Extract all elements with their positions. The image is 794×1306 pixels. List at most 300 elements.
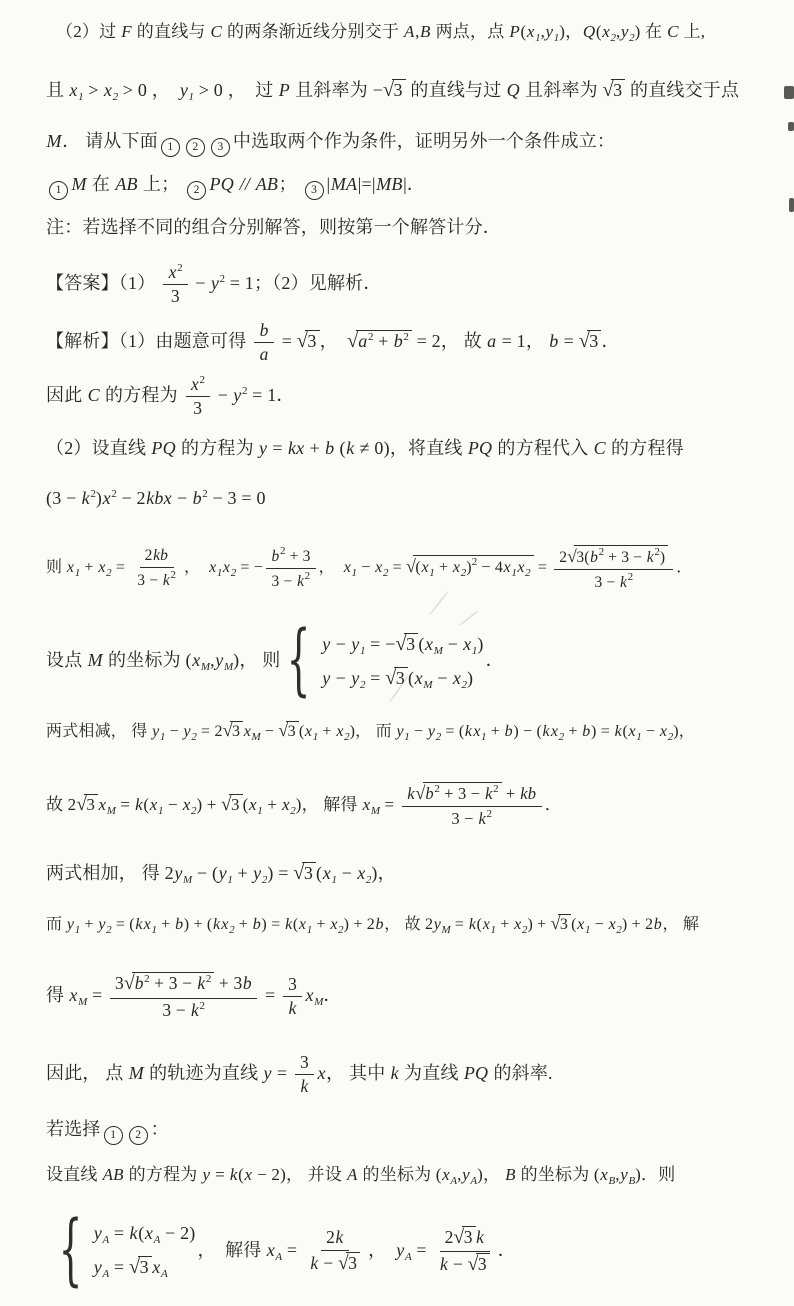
text-run: 的坐标为 ( [358,1165,442,1184]
text-run: − [260,723,279,740]
math-variable: x [317,1063,326,1083]
circled-number: 1 [161,138,180,157]
math-subscripted-term: $y_M$ [215,650,234,673]
math-variable: k [542,723,550,740]
line-locus-conclusion [46,1044,553,1102]
math-fraction [283,974,302,1021]
text-run: , [415,22,420,41]
text-run: = ( [111,916,135,933]
text-run: − [590,916,609,933]
text-run: − ( [192,863,219,883]
math-variable: AB [102,1165,124,1184]
text-run: + 3 − [149,973,197,994]
math-superscripted-term: $b^2$ [134,973,150,994]
text-run: ． [323,985,342,1005]
text-run: + [564,723,582,740]
text-run: )， 则 [233,650,281,670]
math-superscripted-term: $b^2$ [192,488,208,508]
math-superscripted-term: $b^2$ [425,783,440,804]
left-brace-icon: { [58,1205,83,1296]
math-variable: PQ [463,1063,489,1083]
math-variable: b [175,916,184,933]
text-run: = ( [441,723,465,740]
text-run: ) + 2 [343,916,376,933]
text-run: − [330,668,351,689]
text-run: = [365,668,386,689]
radical-sign-icon: √ [467,1254,479,1276]
math-variable: Q [582,22,596,41]
text-run: 的方程为 [100,385,183,405]
text-run: , [540,22,546,41]
math-subscripted-term: $x_A$ [144,1223,161,1247]
text-run: ， [319,331,348,351]
math-superscripted-term: $x^2$ [102,488,117,508]
math-subscripted-term: $x_1$ [343,559,358,579]
text-run: ) 在 [634,22,667,41]
math-subscripted-term: $y_A$ [396,1240,412,1263]
math-subscripted-term: $y_1$ [351,634,366,658]
text-run: 若选择 [46,1119,101,1139]
line-y-sum [46,904,699,949]
math-subscripted-term: $x_1$ [421,559,435,579]
text-run: )， [673,723,695,740]
math-variable: b [549,331,559,351]
math-subscripted-term: $x_1$ [149,795,164,817]
math-variable: M [46,131,62,151]
text-run: = [109,1257,129,1278]
text-run: ． 请从下面 [62,131,158,151]
math-subscripted-term: $x_1$ [298,916,313,936]
text-run: 3 [139,1257,149,1278]
math-subscripted-term: $y_1$ [66,916,81,936]
text-run: ( [292,916,299,933]
text-run: 注：若选择不同的组合分别解答，则按第一个解答计分． [46,217,501,237]
left-brace-icon: { [287,615,312,706]
math-variable: // [239,174,251,194]
text-run: = 1， [496,331,549,351]
math-superscripted-term: $k^2$ [297,569,311,590]
radical-sign-icon: √ [76,794,87,815]
math-subscripted-term: $x_2$ [222,559,237,579]
text-run: = [533,559,552,576]
math-fraction [186,374,210,421]
math-cases [282,615,484,706]
math-subscripted-term: $x_2$ [550,723,565,743]
text-run: = [450,916,469,933]
text-run: + [434,559,453,576]
text-run: + [232,863,253,883]
radical-sign-icon: √ [602,79,614,101]
radical-sign-icon: √ [395,633,407,656]
text-run: 3 [303,863,314,883]
text-run: （2）过 [56,22,121,41]
text-run: = [558,331,579,351]
math-variable: C [87,385,100,405]
math-subscripted-term: $y_A$ [93,1257,110,1281]
text-run: 的两条渐近线分别交于 [222,22,404,41]
circled-number: 1 [49,181,68,200]
math-variable: A [404,22,415,41]
math-subscripted-term: $x_M$ [98,795,116,817]
math-subscripted-term: $x_M$ [362,795,381,817]
text-run: + [312,916,330,933]
line-vieta-relations [46,528,692,611]
math-superscripted-term: $x^2$ [191,373,205,394]
text-run: ( [143,795,150,814]
text-run: ( [138,1223,145,1244]
math-subscripted-term: $x_A$ [152,1257,168,1281]
text-run: 因此 [46,385,88,405]
text-run: 3 − [594,573,620,591]
radical-sign-icon: √ [129,1256,141,1279]
text-run: ； [278,174,302,194]
math-variable: C [667,22,679,41]
math-sqrt [454,1227,476,1247]
text-run: + [318,723,336,740]
line-quadratic-equation [46,476,266,516]
text-run: = [111,559,130,576]
text-run: − [330,634,351,655]
math-variable: k [335,1227,344,1248]
math-variable: M [128,1063,144,1083]
text-run: 的斜率. [488,1063,553,1083]
math-superscripted-term: $k^2$ [646,545,660,566]
math-subscripted-term: $x_M$ [243,723,261,743]
math-sqrt [468,1254,490,1274]
text-run: = [277,331,297,351]
text-run: − 2)， 并设 [252,1165,347,1184]
circled-number: 3 [211,138,230,157]
line-point-M-system [46,612,504,715]
math-variable: P [278,80,290,100]
math-variable: F [121,22,132,41]
math-subscripted-term: $y_2$ [620,22,635,44]
text-run: 的方程得 [606,438,684,458]
text-run: ) + ( [183,916,213,933]
math-variable: b [252,916,261,933]
math-variable: PQ [151,438,176,458]
math-subscripted-term: $x_2$ [221,916,235,936]
math-subscripted-term: $x_A$ [442,1165,458,1187]
math-variable: a [487,331,497,351]
math-superscripted-term: )$^2$ [466,556,478,576]
line-solve-xM-2 [46,954,342,1043]
text-run: 3 [393,80,403,100]
math-subscripted-term: $x_2$ [336,723,350,743]
text-run: 故 2 [46,795,77,814]
math-variable: AB [255,174,279,194]
math-variable: y [322,634,331,655]
math-superscripted-term: $k^2$ [197,973,212,994]
math-sqrt [603,80,626,100]
math-variable: k [346,438,355,458]
math-superscripted-term: $k^2$ [190,999,205,1020]
math-variable: k [135,916,143,933]
text-run: − [172,488,193,508]
math-superscripted-term: $x^2$ [168,261,183,282]
math-sqrt [415,784,501,803]
math-subscripted-term: $x_1$ [577,916,591,936]
math-variable: b [653,916,662,933]
text-run: − [409,723,428,740]
math-variable: k [407,784,415,804]
math-sqrt [579,331,602,351]
math-sqrt [293,863,316,883]
scan-artifact-speck [784,86,794,99]
text-run: 3 [170,286,180,307]
math-subscripted-term: $x_1$ [66,559,81,579]
text-run: 且 [46,80,69,100]
math-fraction [132,546,181,590]
text-run: − [165,723,184,740]
radical-sign-icon: √ [385,667,397,690]
line-equation-of-C [46,362,295,424]
text-run: 3 − [137,571,163,589]
text-run: ( [476,916,483,933]
text-run: + [80,559,98,576]
math-subscripted-term: $x_2$ [357,863,372,886]
text-run: 3 [193,398,203,419]
math-subscripted-term: $y_2$ [427,723,442,743]
math-variable: B [505,1165,516,1184]
math-subscripted-term: $x_1$ [209,559,223,579]
text-run: ( [334,438,346,458]
math-variable: y [322,668,331,689]
text-run: + 3 − [439,784,485,804]
line-answer [46,248,382,314]
text-run: ( [622,723,628,740]
line-problem-statement-2 [46,70,739,117]
radical-sign-icon: √ [578,330,590,352]
text-run: ， 解 [662,916,700,933]
text-run: （2）设直线 [46,438,151,458]
math-superscripted-term: $k^2$ [81,488,96,508]
math-subscripted-term: $x_2$ [659,723,674,743]
text-run: 3 [232,723,241,740]
math-superscripted-term: $a^2$ [358,331,374,351]
text-run: 3 [348,1253,358,1274]
text-run: ) [659,548,666,566]
math-subscripted-term: $y_B$ [620,1165,636,1187]
text-run: 则 [46,559,67,576]
text-run: ) [477,634,484,655]
text-run: ( [595,22,602,41]
math-variable: B [420,22,431,41]
radical-sign-icon: √ [221,794,232,815]
text-run: 3 [288,973,298,994]
radical-sign-icon: √ [123,973,135,995]
text-run: − [357,559,375,576]
text-run: = [388,559,407,576]
text-run: = 2， 故 [411,331,487,351]
math-subscripted-term: $x_M$ [192,650,211,673]
math-superscripted-term: $b^2$ [393,331,409,351]
line-choose-1-2 [46,1112,169,1146]
math-variable: b [259,319,269,340]
math-variable: kbx [146,488,172,508]
math-fraction [305,1227,365,1276]
math-subscripted-term: $x_2$ [602,22,616,44]
text-run: )， [477,1165,505,1184]
text-run: ． [601,331,620,351]
math-superscripted-term: $y^2$ [233,385,248,405]
math-superscripted-term: $k^2$ [478,808,493,829]
math-subscripted-term: $x_B$ [600,1165,616,1187]
math-variable: b [504,723,513,740]
math-fraction [254,320,274,367]
math-variable: MB [376,174,403,194]
math-superscripted-term: $k^2$ [162,568,176,589]
math-sqrt [297,331,320,351]
text-run: = − [365,634,396,655]
math-variable: k [468,916,477,933]
radical-sign-icon: √ [278,720,289,740]
math-subscripted-term: $x_1$ [482,916,496,936]
text-run: 且斜率为 [520,80,603,100]
math-subscripted-term: $y_1$ [545,22,560,44]
text-run: 3 [559,916,569,933]
circled-number: 2 [129,1126,148,1145]
text-run: 两式相加， 得 2 [46,863,174,883]
text-run: = − [236,559,264,576]
math-fraction [554,545,673,592]
text-run: 因此， 点 [46,1063,129,1083]
text-run: + [304,438,325,458]
text-run: 的坐标为 ( [516,1165,600,1184]
math-variable: PQ [467,438,493,458]
math-sqrt [567,545,668,566]
text-run: > [83,80,104,100]
text-run: ( [418,634,425,655]
math-fraction [295,1052,314,1099]
text-run: 的直线与过 [405,80,507,100]
text-run: , [210,650,215,670]
math-variable: A [347,1165,358,1184]
math-variable: b [242,973,252,994]
text-run: ( [571,916,577,933]
text-run: (3 − [46,488,82,508]
text-run: ( [316,863,323,883]
radical-sign-icon: √ [550,913,561,933]
math-variable: y [259,438,268,458]
text-run: 3 [300,1051,309,1072]
text-run: 3 [287,723,296,740]
text-run: )， [371,863,396,883]
text-run: + 3 [285,548,311,566]
math-subscripted-term: $y_1$ [396,723,410,743]
math-variable: kb [520,784,537,804]
text-run: , [615,1165,620,1184]
line-problem-statement-1 [56,12,705,58]
math-subscripted-term: $x_2$ [182,795,197,817]
math-subscripted-term: $y_2$ [253,863,268,886]
math-sqrt [222,720,244,740]
text-run: ) + [196,795,221,814]
math-subscripted-term: $x_1$ [304,723,319,743]
math-variable: k [129,1223,138,1244]
math-subscripted-term: $y_2$ [183,723,197,743]
text-run: ， [368,1240,396,1260]
text-run: )．则 [635,1165,676,1184]
text-run: − [442,634,463,655]
math-variable: k [229,1165,238,1184]
math-subscripted-term: $x_2$ [103,80,119,103]
math-subscripted-term: $x_2$ [514,916,528,936]
text-run: = 1． [247,385,295,405]
math-subscripted-term: $y_1$ [218,863,233,886]
scan-artifact-speck [788,122,794,131]
math-sqrt [76,795,98,814]
text-run: ) [95,488,103,508]
math-variable: P [509,22,520,41]
text-run: 3( [576,548,590,566]
text-run: 3 [230,795,240,814]
text-run: = [272,1063,292,1083]
text-run: 3 − [271,572,297,590]
math-sqrt [383,80,406,100]
math-subscripted-term: $x_2$ [452,668,468,692]
math-subscripted-term: $x_2$ [375,559,389,579]
text-run: ( [242,795,249,814]
math-cases [54,1205,196,1296]
math-subscripted-term: $x_1$ [249,795,263,817]
math-subscripted-term: $x_1$ [628,723,642,743]
text-run: ) = [267,863,294,883]
text-run: − 2) [160,1223,196,1244]
math-variable: M [87,650,103,670]
text-run: ( [415,559,421,576]
math-subscripted-term: $x_M$ [425,634,443,658]
math-fraction [266,545,316,591]
math-subscripted-term: $y_2$ [98,916,112,936]
math-variable: kb [153,547,169,565]
radical-sign-icon: √ [415,783,426,804]
text-run: ． [485,650,504,670]
math-subscripted-term: $x_2$ [330,916,344,936]
radical-sign-icon: √ [406,556,416,576]
line-subtract-equations [46,710,695,757]
math-variable: a [259,344,269,365]
math-variable: AB [115,174,138,194]
text-run: ) [467,668,474,689]
math-variable: k [135,795,143,814]
text-run: 上, [679,22,706,41]
text-run: 的方程代入 [492,438,594,458]
text-run: 3 [589,331,599,351]
text-run: 3 [406,634,416,655]
text-run: 3 [613,80,623,100]
text-run: | [326,174,331,194]
circled-number: 1 [104,1126,123,1145]
text-run: = [260,985,281,1005]
text-run: |． [403,174,426,194]
text-run: 的方程为 [176,438,259,458]
text-run: − [448,1254,468,1275]
text-run: > 0 ， 过 [194,80,279,100]
text-run: ) + [527,916,551,933]
math-subscripted-term: $x_2$ [281,795,296,817]
text-run: 中选取两个作为条件，证明另外一个条件成立： [232,131,616,151]
text-run: 在 [87,174,115,194]
text-run: 且斜率为 − [290,80,383,100]
text-run: = 1；（2）见解析． [225,273,382,293]
text-run: 2 [144,547,153,565]
math-variable: k [310,1253,319,1274]
circled-number: 2 [186,138,205,157]
text-run: = [282,1240,302,1260]
math-variable: b [582,723,591,740]
text-run: 设点 [46,650,88,670]
